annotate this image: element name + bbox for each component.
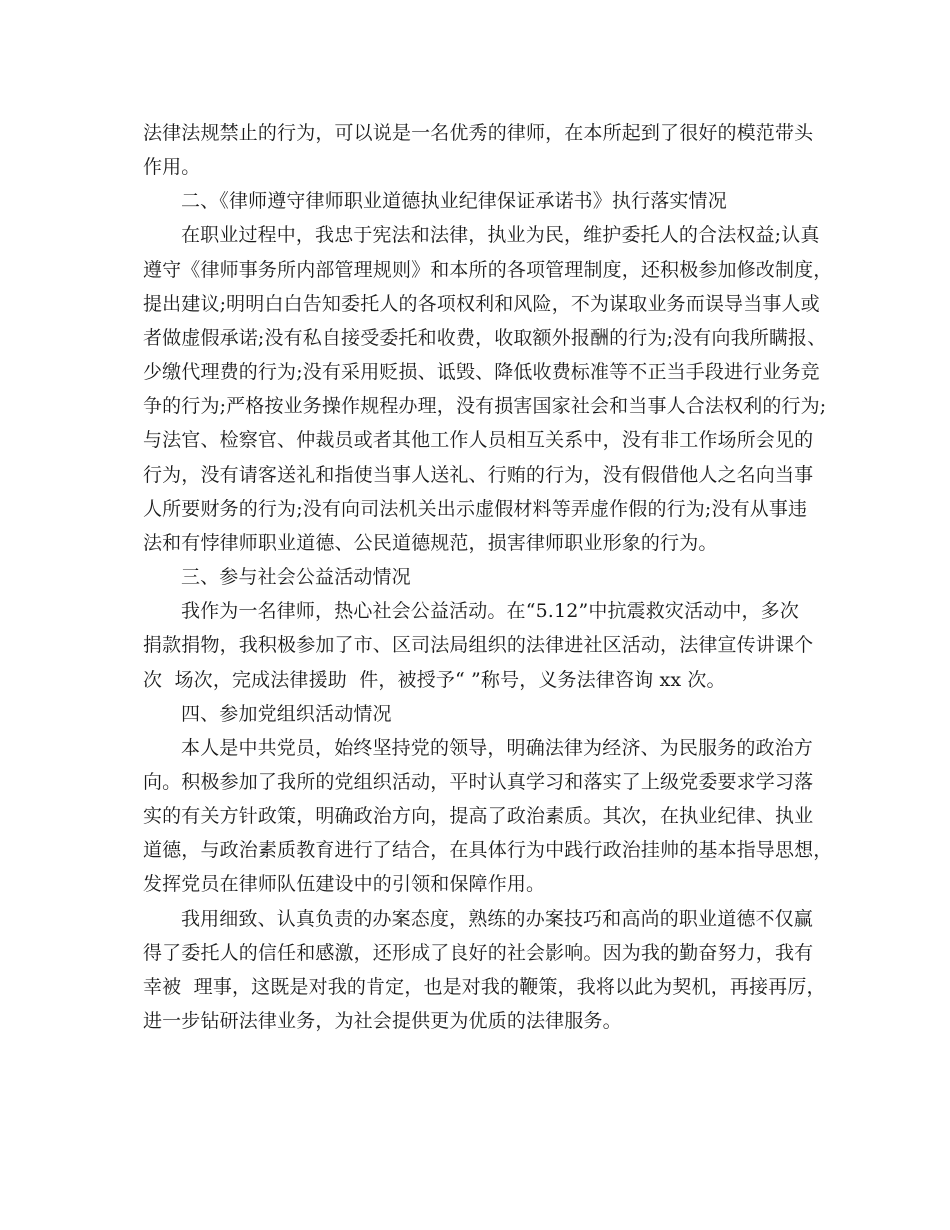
text-line: 者做虚假承诺;没有私自接受委托和收费，收取额外报酬的行为;没有向我所瞒报、 [143,326,827,349]
text-line: 得了委托人的信任和感激，还形成了良好的社会影响。因为我的勤奋努力，我有 [143,941,814,964]
text-line: 少缴代理费的行为;没有采用贬损、诋毁、降低收费标准等不正当手段进行业务竞 [143,361,820,384]
text-line: 在职业过程中，我忠于宪法和法律，执业为民，维护委托人的合法权益;认真 [181,224,820,247]
text-line: 作用。 [143,156,201,179]
section-heading: 三、参与社会公益活动情况 [181,566,411,589]
document-body [143,116,833,1038]
text-line: 进一步钻研法律业务，为社会提供更为优质的法律服务。 [143,1010,622,1033]
text-line: 争的行为;严格按业务操作规程办理，没有损害国家社会和当事人合法权利的行为; [143,395,827,418]
text-line: 遵守《律师事务所内部管理规则》和本所的各项管理制度，还积极参加修改制度， [143,258,833,281]
section-heading: 二、《律师遵守律师职业道德执业纪律保证承诺书》执行落实情况 [181,190,727,213]
text-line: 向。积极参加了我所的党组织活动，平时认真学习和落实了上级党委要求学习落 [143,770,814,793]
text-line: 本人是中共党员，始终坚持党的领导，明确法律为经济、为民服务的政治方 [181,736,813,759]
text-line: 捐款捐物，我积极参加了市、区司法局组织的法律进社区活动，法律宣传讲课个 [143,634,814,657]
text-line: 法和有悖律师职业道德、公民道德规范，损害律师职业形象的行为。 [143,531,718,554]
text-line: 行为，没有请客送礼和指使当事人送礼、行贿的行为，没有假借他人之名向当事 [143,463,814,486]
text-line: 道德，与政治素质教育进行了结合，在具体行为中践行政治挂帅的基本指导思想， [143,839,833,862]
text-line: 发挥党员在律师队伍建设中的引领和保障作用。 [143,873,546,896]
text-line: 我用细致、认真负责的办案态度，熟练的办案技巧和高尚的职业道德不仅赢 [181,907,813,930]
text-line: 与法官、检察官、仲裁员或者其他工作人员相互关系中，没有非工作场所会见的 [143,429,814,452]
text-line: 人所要财务的行为;没有向司法机关出示虚假材料等弄虚作假的行为;没有从事违 [143,497,808,520]
text-line: 法律法规禁止的行为，可以说是一名优秀的律师，在本所起到了很好的模范带头 [143,122,814,144]
text-line: 实的有关方针政策，明确政治方向，提高了政治素质。其次，在执业纪律、执业 [143,805,814,828]
section-heading: 四、参加党组织活动情况 [181,702,392,725]
text-line: 幸被 理事，这既是对我的肯定，也是对我的鞭策，我将以此为契机，再接再厉， [143,975,826,998]
text-line: 我作为一名律师，热心社会公益活动。在“5.12”中抗震救灾活动中，多次 [181,600,799,623]
text-line: 提出建议;明明白白告知委托人的各项权利和风险，不为谋取业务而误导当事人或 [143,292,820,315]
text-line: 次 场次，完成法律援助 件，被授予“ ”称号，义务法律咨询 xx 次。 [143,668,726,691]
